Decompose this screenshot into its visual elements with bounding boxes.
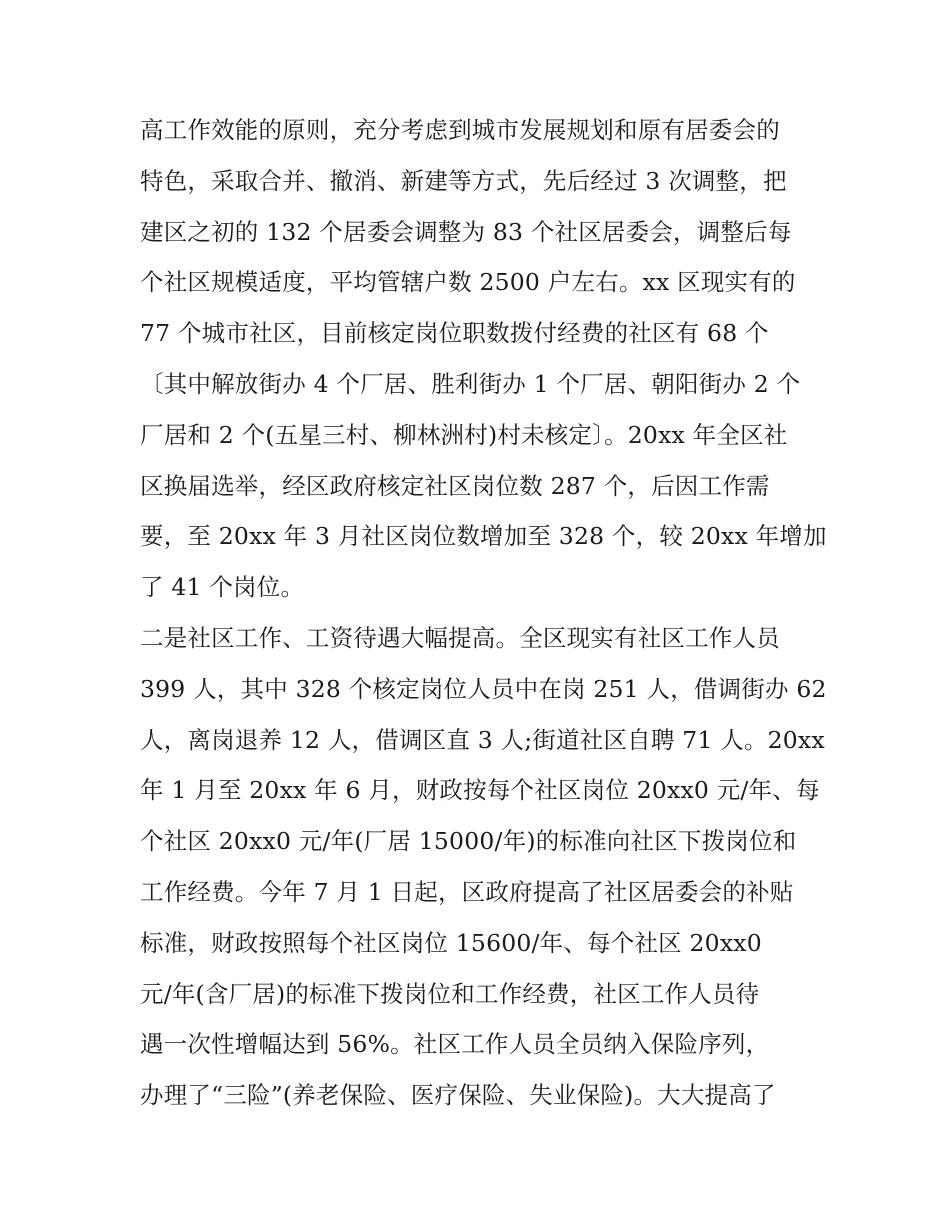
text-line: 年 1 月至 20xx 年 6 月，财政按每个社区岗位 20xx0 元/年、每 xyxy=(140,776,820,805)
text-line: 建区之初的 132 个居委会调整为 83 个社区居委会，调整后每 xyxy=(140,217,792,246)
text-line: 元/年(含厂居)的标准下拨岗位和工作经费，社区工作人员待 xyxy=(140,979,760,1008)
text-line: 高工作效能的原则，充分考虑到城市发展规划和原有居委会的 xyxy=(140,116,780,144)
text-line: 工作经费。今年 7 月 1 日起，区政府提高了社区居委会的补贴 xyxy=(140,877,794,906)
text-line: 特色，采取合并、撤消、新建等方式，先后经过 3 次调整，把 xyxy=(140,166,787,195)
text-line: 个社区 20xx0 元/年(厂居 15000/年)的标准向社区下拨岗位和 xyxy=(140,827,797,856)
text-line: 399 人，其中 328 个核定岗位人员中在岗 251 人，借调街办 62 xyxy=(140,674,827,703)
text-line: 了 41 个岗位。 xyxy=(140,573,305,602)
text-line: 要，至 20xx 年 3 月社区岗位数增加至 328 个，较 20xx 年增加 xyxy=(140,522,827,551)
text-line: 人，离岗退养 12 人，借调区直 3 人;街道社区自聘 71 人。20xx xyxy=(140,725,825,754)
text-line: 厂居和 2 个(五星三村、柳林洲村)村未核定〕。20xx 年全区社 xyxy=(140,420,788,449)
body-text xyxy=(140,105,827,1121)
text-line: 个社区规模适度，平均管辖户数 2500 户左右。xx 区现实有的 xyxy=(140,268,796,297)
paragraph-start-line: 二是社区工作、工资待遇大幅提高。全区现实有社区工作人员 xyxy=(140,623,780,652)
text-line: 标准，财政按照每个社区岗位 15600/年、每个社区 20xx0 xyxy=(140,928,762,957)
text-line: 区换届选举，经区政府核定社区岗位数 287 个，后因工作需 xyxy=(140,471,770,500)
text-line: 77 个城市社区，目前核定岗位职数拨付经费的社区有 68 个 xyxy=(140,319,769,348)
text-line: 办理了“三险”(养老保险、医疗保险、失业保险)。大大提高了 xyxy=(140,1081,776,1110)
text-line: 遇一次性增幅达到 56%。社区工作人员全员纳入保险序列， xyxy=(140,1030,770,1059)
text-line: 〔其中解放街办 4 个厂居、胜利街办 1 个厂居、朝阳街办 2 个 xyxy=(140,369,801,398)
